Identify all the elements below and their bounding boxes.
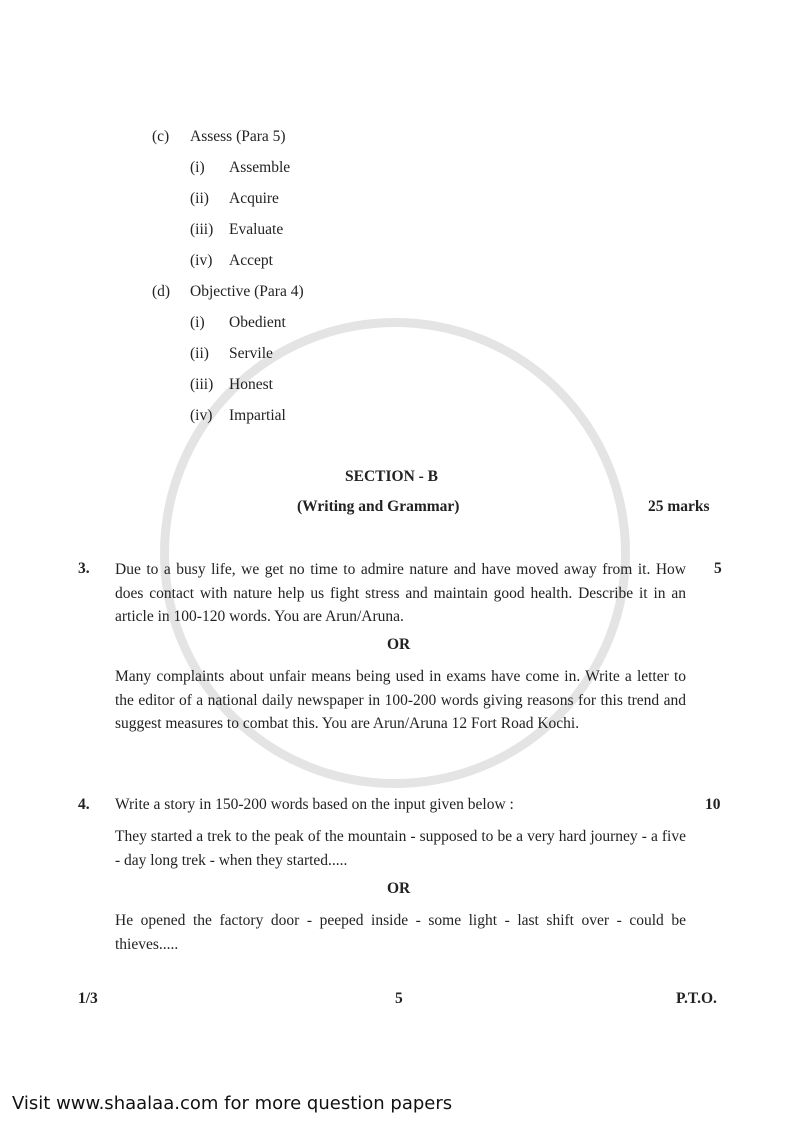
q3-marks: 5 bbox=[714, 560, 722, 577]
q3-text: Due to a busy life, we get no time to admire nature and have moved away from it. How does contact with nature help us fight stress and maintain good health. Describe it in an article in 100-120 words. You are Arun/Aruna. bbox=[115, 561, 686, 625]
visit-note: Visit www.shaalaa.com for more question papers bbox=[12, 1093, 453, 1114]
option-text: Honest bbox=[229, 376, 273, 393]
option-num: (i) bbox=[190, 314, 205, 331]
footer-pto: P.T.O. bbox=[676, 990, 717, 1007]
section-subtitle: (Writing and Grammar) bbox=[297, 498, 460, 515]
section-marks: 25 marks bbox=[648, 498, 710, 515]
option-num: (ii) bbox=[190, 345, 209, 362]
q4-prompt: They started a trek to the peak of the mountain - supposed to be a very hard journey - a five - day long trek - when they started..... bbox=[115, 828, 686, 869]
option-text: Assemble bbox=[229, 159, 291, 176]
option-text: Accept bbox=[229, 252, 273, 269]
option-num: (i) bbox=[190, 159, 205, 176]
section-title: SECTION - B bbox=[345, 468, 439, 485]
option-text: Servile bbox=[229, 345, 273, 362]
option-num: (ii) bbox=[190, 190, 209, 207]
footer-page-number: 5 bbox=[395, 990, 403, 1007]
option-num: (iii) bbox=[190, 376, 214, 393]
option-text: Obedient bbox=[229, 314, 286, 331]
option-num: (iv) bbox=[190, 407, 213, 424]
q2c-word: Assess (Para 5) bbox=[190, 128, 286, 145]
q3-or: OR bbox=[387, 636, 411, 653]
q2d-label: (d) bbox=[152, 283, 171, 300]
q2d-word: Objective (Para 4) bbox=[190, 283, 304, 300]
q4-text: Write a story in 150-200 words based on the input given below : bbox=[115, 796, 514, 813]
option-text: Impartial bbox=[229, 407, 286, 424]
q2c-label: (c) bbox=[152, 128, 170, 145]
footer-page-count: 1/3 bbox=[78, 990, 98, 1007]
q4-alternative: He opened the factory door - peeped inside - some light - last shift over - could be thieves..... bbox=[115, 912, 686, 953]
q3-alternative: Many complaints about unfair means being used in exams have come in. Write a letter to the editor of a national daily newspaper in 100-200 words giving reasons for this trend and suggest measures to combat this. You are Arun/Aruna 12 Fort Road Kochi. bbox=[115, 668, 686, 732]
q4-marks: 10 bbox=[705, 796, 721, 813]
q4-or: OR bbox=[387, 880, 411, 897]
option-text: Acquire bbox=[229, 190, 279, 207]
q4-number: 4. bbox=[78, 796, 90, 813]
q3-number: 3. bbox=[78, 560, 90, 577]
option-num: (iv) bbox=[190, 252, 213, 269]
option-text: Evaluate bbox=[229, 221, 284, 238]
option-num: (iii) bbox=[190, 221, 214, 238]
